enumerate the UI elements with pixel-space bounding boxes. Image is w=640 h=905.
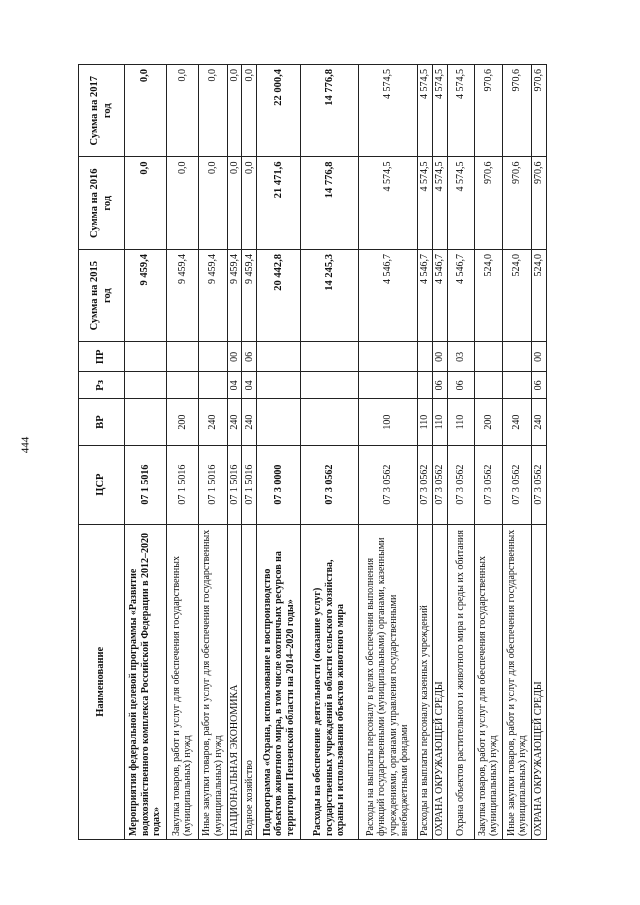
cell-rz [301,372,358,399]
cell-y2016: 0,0 [125,157,167,249]
cell-csr: 07 3 0562 [433,445,448,524]
table-row [125,65,167,840]
cell-y2016: 970,6 [532,157,547,249]
column-header: ПР [79,342,125,372]
cell-vr: 240 [227,399,242,445]
table-row [358,65,417,840]
cell-y2017: 4 574,5 [447,65,474,157]
cell-pr [167,342,199,372]
cell-csr: 07 3 0562 [532,445,547,524]
cell-pr: 00 [433,342,448,372]
cell-rz [503,372,532,399]
column-header: Сумма на 2017 год [79,65,125,157]
cell-pr [125,342,167,372]
cell-rz: 04 [242,372,257,399]
cell-pr [418,342,433,372]
cell-pr [358,342,417,372]
cell-y2017: 0,0 [198,65,227,157]
cell-y2015: 14 245,3 [301,249,358,341]
cell-y2017: 0,0 [227,65,242,157]
cell-vr: 200 [167,399,199,445]
cell-pr [198,342,227,372]
cell-y2016: 14 776,8 [301,157,358,249]
cell-pr: 03 [447,342,474,372]
cell-name: Мероприятия федеральной целевой программы «Развитие водохозяйственного комплекса Российской Федерации в 2012–2020 годах» [125,524,167,839]
cell-rz [125,372,167,399]
cell-pr: 06 [242,342,257,372]
table-row [242,65,257,840]
cell-csr: 07 1 5016 [167,445,199,524]
table-row [418,65,433,840]
cell-rz: 06 [532,372,547,399]
cell-vr: 240 [242,399,257,445]
cell-y2015: 9 459,4 [242,249,257,341]
cell-vr: 240 [503,399,532,445]
cell-y2016: 4 574,5 [358,157,417,249]
cell-rz [198,372,227,399]
cell-y2015: 9 459,4 [125,249,167,341]
cell-y2016: 0,0 [227,157,242,249]
table-row [433,65,448,840]
cell-y2017: 0,0 [167,65,199,157]
column-header: Наименование [79,524,125,839]
cell-y2015: 524,0 [503,249,532,341]
cell-y2017: 970,6 [503,65,532,157]
cell-csr: 07 1 5016 [198,445,227,524]
cell-y2015: 9 459,4 [227,249,242,341]
cell-csr: 07 3 0562 [301,445,358,524]
cell-vr: 200 [474,399,503,445]
table-row [301,65,358,840]
cell-name: Иные закупки товаров, работ и услуг для обеспечения государственных (муниципальных) нужд [503,524,532,839]
column-header: Сумма на 2016 год [79,157,125,249]
cell-y2017: 4 574,5 [358,65,417,157]
cell-y2015: 20 442,8 [257,249,301,341]
cell-name: Расходы на выплаты персоналу казенных учреждений [418,524,433,839]
cell-vr: 240 [532,399,547,445]
cell-csr: 07 3 0000 [257,445,301,524]
cell-y2015: 4 546,7 [358,249,417,341]
table-row [257,65,301,840]
cell-rz: 04 [227,372,242,399]
column-header: Рз [79,372,125,399]
cell-name: ОХРАНА ОКРУЖАЮЩЕЙ СРЕДЫ [532,524,547,839]
cell-rz: 06 [447,372,474,399]
cell-rz [474,372,503,399]
cell-name: ОХРАНА ОКРУЖАЮЩЕЙ СРЕДЫ [433,524,448,839]
cell-y2017: 970,6 [532,65,547,157]
table-row [227,65,242,840]
cell-y2016: 4 574,5 [447,157,474,249]
cell-csr: 07 1 5016 [125,445,167,524]
table-row [167,65,199,840]
cell-y2017: 4 574,5 [433,65,448,157]
cell-y2015: 4 546,7 [418,249,433,341]
cell-vr: 110 [447,399,474,445]
table-row [503,65,532,840]
budget-table [78,64,547,840]
cell-y2015: 524,0 [532,249,547,341]
cell-y2015: 4 546,7 [447,249,474,341]
cell-rz [167,372,199,399]
cell-vr: 110 [418,399,433,445]
column-header: ЦСР [79,445,125,524]
cell-y2016: 21 471,6 [257,157,301,249]
cell-vr: 240 [198,399,227,445]
cell-pr [503,342,532,372]
cell-y2015: 9 459,4 [167,249,199,341]
table-row [474,65,503,840]
cell-csr: 07 3 0562 [503,445,532,524]
cell-name: Охрана объектов растительного и животного мира и среды их обитания [447,524,474,839]
cell-name: Закупка товаров, работ и услуг для обеспечения государственных (муниципальных) нужд [167,524,199,839]
cell-y2015: 524,0 [474,249,503,341]
column-header: ВР [79,399,125,445]
cell-name: Подпрограмма «Охрана, использование и воспроизводство объектов животного мира, в том числе охотничьих ресурсов на территории Пензенской области на 2014–2020 годы» [257,524,301,839]
cell-vr [301,399,358,445]
cell-pr [301,342,358,372]
cell-pr: 00 [532,342,547,372]
cell-csr: 07 3 0562 [358,445,417,524]
cell-csr: 07 3 0562 [418,445,433,524]
table-row [447,65,474,840]
cell-csr: 07 3 0562 [447,445,474,524]
cell-y2017: 14 776,8 [301,65,358,157]
column-header: Сумма на 2015 год [79,249,125,341]
cell-name: Водное хозяйство [242,524,257,839]
table-row [532,65,547,840]
cell-vr [257,399,301,445]
page-number: 444 [19,436,32,454]
cell-pr: 00 [227,342,242,372]
cell-name: Расходы на обеспечение деятельности (оказание услуг) государственных учреждений в области сельского хозяйства, охраны и использования объектов животного мира [301,524,358,839]
cell-name: НАЦИОНАЛЬНАЯ ЭКОНОМИКА [227,524,242,839]
cell-y2017: 4 574,5 [418,65,433,157]
cell-rz [418,372,433,399]
cell-y2016: 0,0 [242,157,257,249]
cell-vr: 100 [358,399,417,445]
cell-y2016: 4 574,5 [418,157,433,249]
cell-y2017: 0,0 [125,65,167,157]
cell-y2015: 9 459,4 [198,249,227,341]
cell-name: Закупка товаров, работ и услуг для обеспечения государственных (муниципальных) нужд [474,524,503,839]
table-row [198,65,227,840]
cell-y2017: 0,0 [242,65,257,157]
cell-pr [474,342,503,372]
cell-y2016: 970,6 [503,157,532,249]
cell-csr: 07 1 5016 [227,445,242,524]
cell-vr [125,399,167,445]
cell-y2016: 0,0 [198,157,227,249]
cell-y2015: 4 546,7 [433,249,448,341]
cell-y2017: 970,6 [474,65,503,157]
table-header-row [79,65,125,840]
cell-pr [257,342,301,372]
cell-csr: 07 1 5016 [242,445,257,524]
cell-y2016: 970,6 [474,157,503,249]
rotated-table-container [78,64,547,840]
cell-rz [257,372,301,399]
cell-y2016: 0,0 [167,157,199,249]
cell-rz [358,372,417,399]
cell-name: Иные закупки товаров, работ и услуг для обеспечения государственных (муниципальных) нужд [198,524,227,839]
cell-vr: 110 [433,399,448,445]
table-body [125,65,547,840]
cell-csr: 07 3 0562 [474,445,503,524]
cell-y2016: 4 574,5 [433,157,448,249]
cell-name: Расходы на выплаты персоналу в целях обеспечения выполнения функций государственными (муниципальными) органами, казенными учреждениями, органами управления государственными внебюджетными фондами [358,524,417,839]
cell-rz: 06 [433,372,448,399]
cell-y2017: 22 000,4 [257,65,301,157]
